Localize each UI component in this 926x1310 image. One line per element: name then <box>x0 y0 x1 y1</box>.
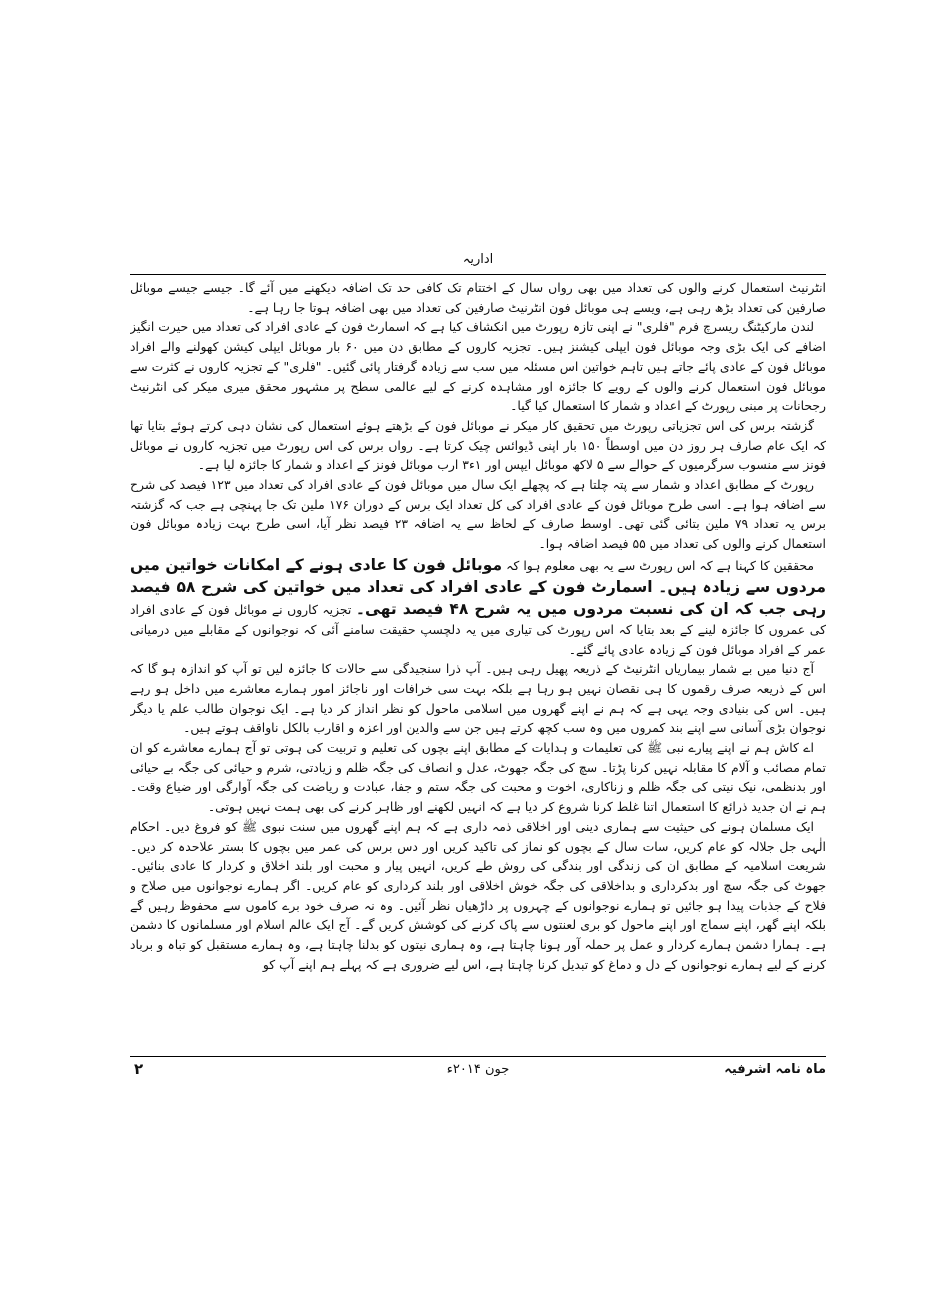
bottom-rule <box>130 1056 826 1057</box>
article-body <box>130 278 826 1048</box>
page-footer <box>130 1060 826 1082</box>
top-rule <box>130 274 826 275</box>
paragraph-5: آج دنیا میں بے شمار بیماریاں انٹرنیٹ کے ذریعہ پھیل رہی ہیں۔ آپ ذرا سنجیدگی سے حالات کا جائزہ لیں تو آپ کو اندازہ ہو گا کہ اس کے ذریعہ صرف رقموں کا ہی نقصان نہیں ہو رہا ہے بلکہ بہت سی خرافات اور ناجائز امور ہمارے معاشرے میں داخل ہو رہے ہیں۔ اس کی بنیادی وجہ یہی ہے کہ ہم نے اپنے گھروں میں اسلامی ماحول کو نظر انداز کر دیا ہے۔ ایک نوجوان طالب علم یا دیگر نوجوان بڑی آسانی سے اپنے بند کمروں میں وہ سب کچھ کرتے ہیں جن سے والدین اور اعزہ و اقارب بالکل ناواقف ہوتے ہیں۔ <box>130 661 826 736</box>
highlight-tail: تجزیہ کاروں نے موبائل فون کے عادی افراد کی عمروں کا جائزہ لینے کے بعد بتایا کہ اس رپورٹ کی تیاری میں یہ دلچسپ حقیقت سامنے آئی کہ نوجوانوں کے مقابلے میں درمیانی عمر کے افراد موبائل فون کے زیادہ عادی پائے گئے۔ <box>130 601 826 657</box>
highlight-lead: محققین کا کہنا ہے کہ اس رپورٹ سے یہ بھی معلوم ہوا کہ <box>502 557 814 573</box>
issue-date: جون ۲۰۱۴ء <box>446 1062 510 1077</box>
paragraph-2: لندن مارکیٹنگ ریسرچ فرم "فلری" نے اپنی تازہ رپورٹ میں انکشاف کیا ہے کہ اسمارٹ فون کے عادی افراد کی تعداد میں حیرت انگیز اضافے کی ایک بڑی وجہ موبائل فون ایپلی کیشنز ہیں۔ تجزیہ کاروں کے مطابق دن میں ۶۰ بار موبائل ایپلی کیشن کھولنے والے افراد موبائل فون کے عادی پائے جاتے ہیں تاہم خواتین اس مسئلہ میں سب سے زیادہ گرفتار پائی گئیں۔ "فلری" کے تجزیہ کاروں نے کثرت سے موبائل فون استعمال کرنے والوں کے رویے کا جائزہ اور مشاہدہ کرنے کے لیے عالمی سطح پر مشہور محقق میری میکر کی انٹرنیٹ رجحانات پر مبنی رپورٹ کے اعداد و شمار کا استعمال کیا گیا۔ <box>130 319 826 414</box>
page-number: ۲ <box>134 1060 144 1078</box>
paragraph-1: انٹرنیٹ استعمال کرنے والوں کی تعداد میں بھی رواں سال کے اختتام تک کافی حد تک اضافہ دیکھنے میں آئے گا۔ جیسے جیسے موبائل صارفین کی تعداد بڑھ رہی ہے، ویسے ہی موبائل فون انٹرنیٹ صارفین کی تعداد میں بھی اضافہ ہوتا جا رہا ہے۔ <box>130 280 826 315</box>
paragraph-7: ایک مسلمان ہونے کی حیثیت سے ہماری دینی اور اخلاقی ذمہ داری ہے کہ ہم اپنے گھروں میں سنت نبوی ﷺ کو فروغ دیں۔ احکام الٰہی جل جلالہ کو عام کریں، سات سال کے بچوں کو نماز کی تاکید کریں اور دس برس کی عمر میں بچوں کا بستر علاحدہ کر دیں۔ شریعت اسلامیہ کے مطابق ان کی زندگی اور بندگی کی روش طے کریں، انہیں پیار و محبت اور بلند اخلاق و کردار کا عادی بنائیں۔ جھوٹ کی جگہ سچ اور بدکرداری و بداخلاقی کی جگہ خوش اخلاقی اور بلند کرداری کو عام کریں۔ اگر ہمارے نوجوانوں میں صلاح و فلاح کے جذبات پیدا ہو جائیں تو ہمارے نوجوانوں کے چہروں پر داڑھیاں نظر آئیں۔ وہ نہ صرف خود برے کاموں سے محفوظ رہیں گے بلکہ اپنے گھر، اپنے سماج اور اپنے ماحول کو بری لعنتوں سے پاک کرنے کی کوشش کریں گے۔ آج ایک عالم اسلام اور مسلمانوں کا دشمن ہے۔ ہمارا دشمن ہمارے کردار و عمل پر حملہ آور ہونا چاہتا ہے، وہ ہماری نیتوں کو بدلنا چاہتا ہے، وہ ہمارے مستقبل کو تباہ و برباد کرنے کے لیے ہمارے نوجوانوں کے دل و دماغ کو تبدیل کرنا چاہتا ہے، اس لیے ضروری ہے کہ پہلے ہم اپنے آپ کو <box>130 818 826 972</box>
highlight-bold: موبائل فون کا عادی ہونے کے امکانات خواتین میں مردوں سے زیادہ ہیں۔ اسمارٹ فون کے عادی افراد کی تعداد میں خواتین کی شرح ۵۸ فیصد رہی جب کہ ان کی نسبت مردوں میں یہ شرح ۴۸ فیصد تھی۔ <box>130 555 826 618</box>
magazine-name: ماہ نامہ اشرفیہ <box>724 1062 826 1077</box>
running-head: اداریہ <box>462 252 494 267</box>
paragraph-4: رپورٹ کے مطابق اعداد و شمار سے پتہ چلتا ہے کہ پچھلے ایک سال میں موبائل فون کے عادی افراد کی تعداد میں ۱۲۳ فیصد کی شرح سے اضافہ ہوا ہے۔ اسی طرح موبائل فون کے عادی افراد کی کل تعداد ایک برس کے دوران ۱۷۶ ملین تک جا پہنچی ہے جب کہ گزشتہ برس یہ تعداد ۷۹ ملین بتائی گئی تھی۔ اوسط صارف کے لحاظ سے یہ اضافہ ۲۳ فیصد نظر آیا، اسی طرح بہت زیادہ موبائل فون استعمال کرنے والوں کی تعداد میں ۵۵ فیصد اضافہ ہوا۔ <box>130 477 826 552</box>
paragraph-6: اے کاش ہم نے اپنے پیارے نبی ﷺ کی تعلیمات و ہدایات کے مطابق اپنے بچوں کی تعلیم و تربیت کی ہوتی تو آج ہمارے معاشرے کو ان تمام مصائب و آلام کا مقابلہ نہیں کرنا پڑتا۔ سچ کی جگہ جھوٹ، عدل و انصاف کی جگہ ظلم و زیادتی، شرم و حیائی کی جگہ بے حیائی اور بدنظمی، نیک نیتی کی جگہ ظلم و زناکاری، اخوت و محبت کی جگہ ستم و جفا، عبادت و ریاضت کی جگہ آوارگی اور ضیاع وقت۔ ہم نے ان جدید ذرائع کا استعمال اتنا غلط کرنا شروع کر دیا ہے کہ انہیں لکھنے اور ظاہر کرنے کی بھی ہمت نہیں ہوتی۔ <box>130 740 826 815</box>
paragraph-3: گزشتہ برس کی اس تجزیاتی رپورٹ میں تحقیق کار میکر نے موبائل فون کے بڑھتے ہوئے استعمال کی نشان دہی کرتے ہوئے بتایا تھا کہ ایک عام صارف ہر روز دن میں اوسطاً ۱۵۰ بار اپنی ڈیوائس چیک کرتا ہے۔ رواں برس کی اس رپورٹ میں تجزیہ کاروں نے موبائل فونز سے منسوب سرگرمیوں کے حوالے سے ۵ لاکھ موبائل ایپس اور ۱ء۳ ارب موبائل فونز کے اعداد و شمار کا جائزہ لیا ہے۔ <box>130 417 826 473</box>
paragraph-highlight <box>130 554 826 659</box>
document-page <box>130 252 826 1078</box>
